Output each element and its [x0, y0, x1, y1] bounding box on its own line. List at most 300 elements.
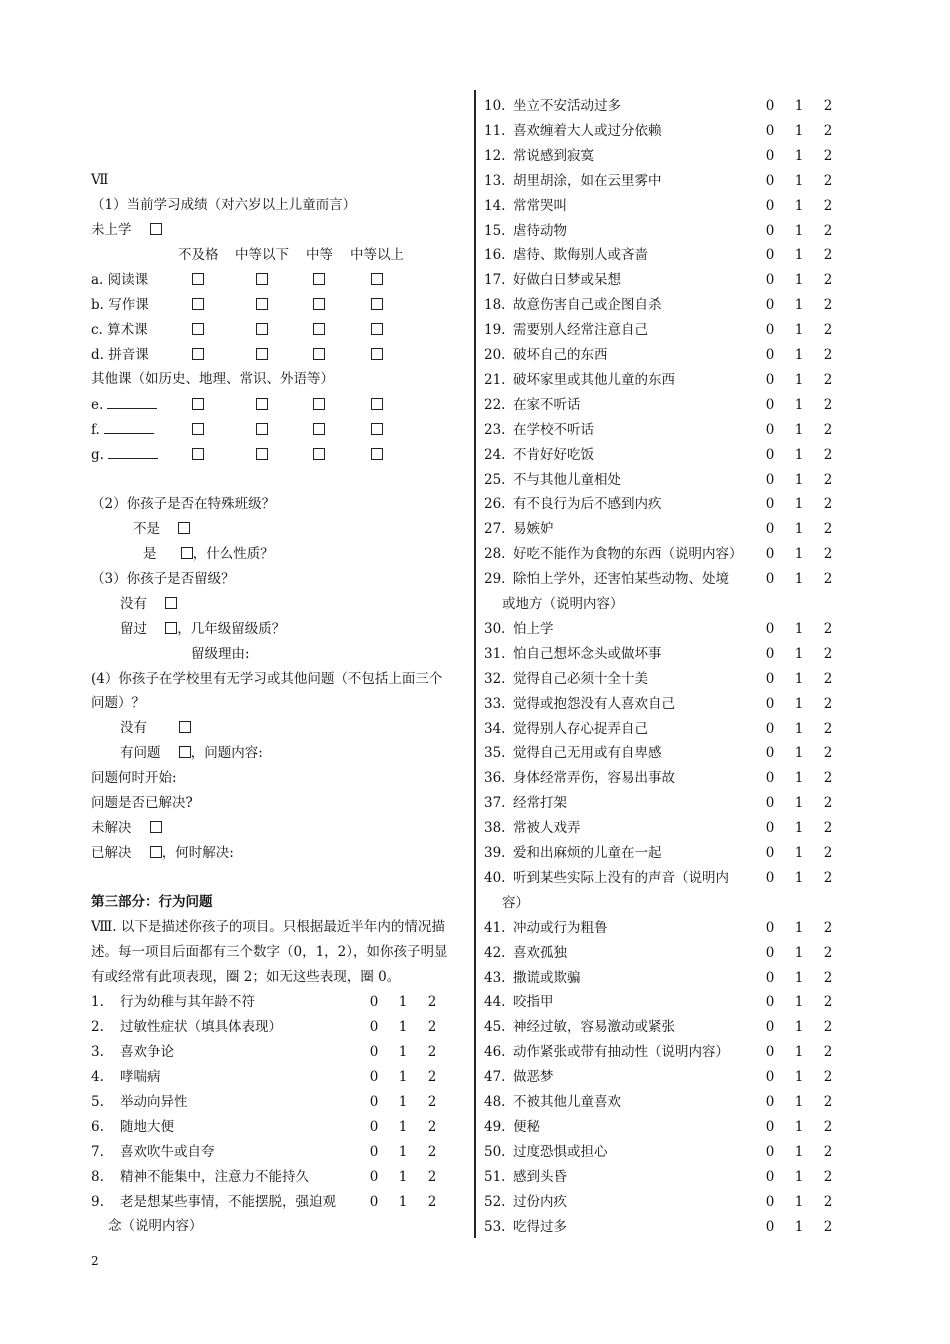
item-score-option[interactable]: 0: [369, 1094, 379, 1110]
blank-subject-input[interactable]: [108, 446, 158, 459]
subject-grade-checkbox[interactable]: [371, 348, 383, 360]
q4-solved-question: 问题是否已解决?: [91, 795, 193, 811]
item-number: 23.: [484, 421, 506, 438]
subject-grade-checkbox[interactable]: [256, 298, 268, 310]
q2-yes-checkbox[interactable]: [181, 547, 193, 559]
item-score-option[interactable]: 1: [794, 919, 804, 936]
item-score-option[interactable]: 0: [765, 720, 775, 737]
item-score-option[interactable]: 2: [823, 471, 833, 488]
item-text: 听到某些实际上没有的声音（说明内: [513, 869, 729, 886]
item-score-option[interactable]: 1: [794, 720, 804, 737]
item-text: 咬指甲: [513, 994, 554, 1011]
item-text: 觉得自己必须十全十美: [513, 670, 648, 687]
subject-grade-checkbox[interactable]: [192, 398, 204, 410]
item-score-option[interactable]: 2: [823, 919, 833, 936]
subject-grade-cell: [192, 321, 204, 339]
item-score-option[interactable]: 2: [823, 347, 833, 363]
q4-yes-label: 有问题: [120, 745, 161, 761]
item-number: 12.: [484, 147, 506, 164]
item-score-option[interactable]: 2: [823, 670, 833, 687]
subject-grade-checkbox[interactable]: [313, 298, 325, 310]
item-score-option[interactable]: 1: [398, 1094, 408, 1110]
q4-solved-checkbox[interactable]: [150, 846, 162, 858]
item-score-option[interactable]: 1: [794, 770, 804, 787]
item-score-option[interactable]: 0: [765, 272, 775, 289]
subject-label: b. 写作课: [91, 297, 149, 313]
item-score-option[interactable]: 1: [794, 795, 804, 812]
item-number: 42.: [484, 944, 506, 961]
not-in-school-label: 未上学: [91, 222, 132, 238]
item-score-option[interactable]: 1: [398, 994, 408, 1010]
item-score-option[interactable]: 1: [794, 820, 804, 837]
item-score-option[interactable]: 2: [427, 1044, 437, 1060]
subject-grade-checkbox[interactable]: [371, 398, 383, 410]
subject-grade-checkbox[interactable]: [313, 448, 325, 460]
item-score-option[interactable]: 1: [398, 1144, 408, 1160]
item-score-option[interactable]: 1: [794, 172, 804, 189]
item-score-option[interactable]: 0: [765, 371, 775, 388]
q4-yes-row: [120, 744, 263, 762]
item-score-option[interactable]: 0: [765, 122, 775, 139]
item-score-option[interactable]: 2: [427, 1144, 437, 1160]
item-number: 46.: [484, 1044, 506, 1061]
item-score-option[interactable]: 2: [823, 272, 833, 289]
q2-yes-label: 是: [143, 546, 157, 562]
item-text: 有不良行为后不感到内疚: [513, 496, 662, 513]
item-score-option[interactable]: 0: [369, 1119, 379, 1135]
item-number: 45.: [484, 1019, 506, 1036]
item-score-option[interactable]: 2: [823, 197, 833, 214]
item-score-option[interactable]: 0: [765, 197, 775, 214]
item-score-option[interactable]: 2: [427, 1069, 437, 1085]
item-score-option[interactable]: 2: [823, 222, 833, 239]
item-score-option[interactable]: 1: [398, 1019, 408, 1035]
grade-header-2: 中等: [306, 247, 333, 263]
blank-subject-row: [91, 396, 157, 414]
item-number: 25.: [484, 471, 506, 488]
subject-grade-checkbox[interactable]: [192, 323, 204, 335]
item-9-continuation: 念（说明内容）: [108, 1218, 203, 1234]
blank-subject-row: [91, 421, 154, 439]
item-number: 32.: [484, 670, 506, 687]
item-score-option[interactable]: 2: [823, 1118, 833, 1135]
subject-grade-checkbox[interactable]: [192, 423, 204, 435]
item-score-option[interactable]: 0: [765, 845, 775, 861]
blank-subject-letter: g.: [91, 447, 104, 463]
subject-grade-checkbox[interactable]: [313, 348, 325, 360]
item-score-option[interactable]: 1: [794, 297, 804, 314]
subject-grade-checkbox[interactable]: [371, 298, 383, 310]
item-score-option[interactable]: 0: [765, 98, 775, 114]
subject-grade-checkbox[interactable]: [313, 273, 325, 285]
item-text: 胡里胡涂，如在云里雾中: [513, 172, 662, 189]
item-score-option[interactable]: 0: [765, 571, 775, 588]
item-score-option[interactable]: 2: [823, 720, 833, 737]
item-text: 好吃不能作为食物的东西（说明内容）: [513, 546, 743, 563]
item-number: 21.: [484, 371, 506, 388]
item-score-option[interactable]: 1: [794, 969, 804, 986]
item-score-option[interactable]: 2: [823, 496, 833, 513]
subject-grade-cell: [313, 346, 325, 364]
part3-title: 第三部分：行为问题: [91, 894, 213, 910]
subject-grade-cell: [313, 271, 325, 289]
subject-grade-checkbox[interactable]: [313, 323, 325, 335]
item-score-option[interactable]: 1: [398, 1044, 408, 1060]
item-score-option[interactable]: 0: [765, 172, 775, 189]
item-score-option[interactable]: 0: [765, 919, 775, 936]
subject-grade-checkbox[interactable]: [192, 348, 204, 360]
subject-grade-cell: [371, 396, 383, 414]
item-score-option[interactable]: 0: [765, 1193, 775, 1210]
item-score-option[interactable]: 1: [794, 571, 804, 588]
item-score-option[interactable]: 1: [794, 994, 804, 1011]
item-score-option[interactable]: 0: [765, 1143, 775, 1160]
item-score-option[interactable]: 2: [823, 944, 833, 961]
item-text: 除怕上学外，还害怕某些动物、处境: [513, 571, 729, 588]
item-score-option[interactable]: 2: [823, 98, 833, 114]
item-score-option[interactable]: 0: [765, 820, 775, 837]
item-score-option[interactable]: 0: [765, 745, 775, 762]
item-score-option[interactable]: 2: [823, 645, 833, 662]
not-in-school-checkbox[interactable]: [150, 223, 162, 235]
item-score-option[interactable]: 2: [823, 745, 833, 762]
q4-when-label: 问题何时开始:: [91, 770, 177, 786]
item-score-option[interactable]: 1: [794, 1019, 804, 1036]
item-score-option[interactable]: 1: [794, 521, 804, 538]
item-score-option[interactable]: 2: [823, 247, 833, 264]
item-score-option[interactable]: 0: [765, 1094, 775, 1110]
item-score-option[interactable]: 1: [794, 122, 804, 139]
subject-grade-cell: [313, 421, 325, 439]
subject-grade-checkbox[interactable]: [256, 398, 268, 410]
subject-grade-checkbox[interactable]: [371, 423, 383, 435]
item-score-option[interactable]: 1: [794, 845, 804, 861]
item-score-option[interactable]: 2: [823, 1193, 833, 1210]
item-score-option[interactable]: 0: [765, 969, 775, 986]
item-score-option[interactable]: 2: [427, 1019, 437, 1035]
item-score-option[interactable]: 2: [823, 1168, 833, 1185]
item-number: 10.: [484, 98, 506, 114]
item-score-option[interactable]: 1: [398, 1069, 408, 1085]
item-score-option[interactable]: 0: [765, 521, 775, 538]
item-score-option[interactable]: 2: [823, 421, 833, 438]
item-text: 过度恐惧或担心: [513, 1143, 608, 1160]
item-score-option[interactable]: 1: [794, 197, 804, 214]
subject-grade-checkbox[interactable]: [371, 448, 383, 460]
subject-grade-cell: [192, 296, 204, 314]
item-score-option[interactable]: 1: [794, 1094, 804, 1110]
item-text: 随地大便: [120, 1119, 174, 1135]
item-score-option[interactable]: 0: [765, 1218, 775, 1235]
subject-grade-cell: [313, 446, 325, 464]
item-score-option[interactable]: 2: [823, 521, 833, 538]
item-text: 不被其他儿童喜欢: [513, 1094, 621, 1110]
item-score-option[interactable]: 2: [823, 1094, 833, 1110]
item-number: 16.: [484, 247, 506, 264]
item-number: 34.: [484, 720, 506, 737]
item-number: 28.: [484, 546, 506, 563]
q2-yes-row: [143, 545, 274, 563]
item-text: 易嫉妒: [513, 521, 554, 538]
item-number: 52.: [484, 1193, 506, 1210]
item-number: 3.: [91, 1044, 104, 1060]
subject-grade-checkbox[interactable]: [256, 273, 268, 285]
item-score-option[interactable]: 1: [794, 272, 804, 289]
item-score-option[interactable]: 1: [794, 1118, 804, 1135]
subject-grade-checkbox[interactable]: [192, 298, 204, 310]
item-text: 冲动或行为粗鲁: [513, 919, 608, 936]
item-score-option[interactable]: 1: [794, 670, 804, 687]
item-score-option[interactable]: 2: [823, 297, 833, 314]
item-score-option[interactable]: 1: [794, 1044, 804, 1061]
viii-intro-line3: 有或经常有此项表现，圈 2；如无这些表现，圈 0。: [91, 969, 401, 985]
item-score-option[interactable]: 0: [765, 396, 775, 413]
item-text: 虐待、欺侮别人或吝啬: [513, 247, 648, 264]
grade-header-1: 中等以下: [235, 247, 289, 263]
item-score-option[interactable]: 1: [794, 371, 804, 388]
q3-yes-label: 留过: [120, 621, 147, 637]
item-score-option[interactable]: 0: [765, 496, 775, 513]
page-number: 2: [91, 1254, 99, 1268]
item-score-option[interactable]: 1: [794, 247, 804, 264]
item-score-option[interactable]: 2: [823, 446, 833, 463]
section-vii-label: Ⅶ: [91, 172, 109, 188]
item-score-option[interactable]: 2: [823, 695, 833, 712]
item-score-option[interactable]: 1: [794, 421, 804, 438]
item-score-option[interactable]: 1: [398, 1119, 408, 1135]
item-score-option[interactable]: 0: [765, 695, 775, 712]
q1-title: （1）当前学习成绩（对六岁以上儿童而言）: [91, 197, 357, 213]
item-number: 18.: [484, 297, 506, 314]
item-score-option[interactable]: 0: [765, 546, 775, 563]
item-score-option[interactable]: 2: [823, 546, 833, 563]
subject-grade-checkbox[interactable]: [371, 273, 383, 285]
item-score-option[interactable]: 1: [794, 645, 804, 662]
item-score-option[interactable]: 2: [823, 322, 833, 339]
q2-no-label: 不是: [133, 521, 160, 537]
item-score-option[interactable]: 0: [765, 869, 775, 886]
item-score-option[interactable]: 2: [823, 620, 833, 637]
item-score-option[interactable]: 2: [427, 1194, 437, 1210]
item-score-option[interactable]: 1: [794, 1193, 804, 1210]
subject-grade-checkbox[interactable]: [256, 348, 268, 360]
item-score-option[interactable]: 0: [765, 446, 775, 463]
item-score-option[interactable]: 0: [369, 1144, 379, 1160]
item-score-option[interactable]: 0: [765, 297, 775, 314]
item-text: 爱和出麻烦的儿童在一起: [513, 845, 662, 861]
subject-grade-checkbox[interactable]: [256, 448, 268, 460]
subject-grade-cell: [256, 296, 268, 314]
item-score-option[interactable]: 1: [794, 496, 804, 513]
subject-grade-cell: [256, 321, 268, 339]
item-score-option[interactable]: 0: [369, 1019, 379, 1035]
item-number: 27.: [484, 521, 506, 538]
item-number: 31.: [484, 645, 506, 662]
item-score-option[interactable]: 2: [427, 1119, 437, 1135]
item-text: 喜欢吹牛或自夸: [120, 1144, 215, 1160]
item-score-option[interactable]: 1: [398, 1169, 408, 1185]
item-number: 36.: [484, 770, 506, 787]
item-text: 哮喘病: [120, 1069, 161, 1085]
item-text: 过份内疚: [513, 1193, 567, 1210]
item-score-option[interactable]: 1: [794, 620, 804, 637]
item-score-option[interactable]: 0: [765, 1044, 775, 1061]
q4-yes-checkbox[interactable]: [179, 746, 191, 758]
subject-grade-checkbox[interactable]: [256, 323, 268, 335]
blank-subject-input[interactable]: [107, 396, 157, 409]
q4-unsolved-label: 未解决: [91, 820, 132, 836]
blank-subject-letter: e.: [91, 397, 104, 413]
item-score-option[interactable]: 1: [794, 1143, 804, 1160]
item-text: 动作紧张或带有抽动性（说明内容）: [513, 1044, 729, 1061]
item-score-option[interactable]: 0: [369, 1169, 379, 1185]
item-text: 不与其他儿童相处: [513, 471, 621, 488]
q3-no-checkbox[interactable]: [165, 597, 177, 609]
item-score-option[interactable]: 2: [823, 869, 833, 886]
item-score-option[interactable]: 1: [794, 396, 804, 413]
subject-grade-checkbox[interactable]: [371, 323, 383, 335]
item-number: 4.: [91, 1069, 104, 1085]
item-number: 35.: [484, 745, 506, 762]
item-score-option[interactable]: 2: [427, 1094, 437, 1110]
item-score-option[interactable]: 1: [794, 695, 804, 712]
item-score-option[interactable]: 0: [765, 1118, 775, 1135]
item-score-option[interactable]: 2: [823, 122, 833, 139]
item-number: 29.: [484, 571, 506, 588]
item-score-option[interactable]: 1: [794, 1168, 804, 1185]
subject-grade-checkbox[interactable]: [192, 448, 204, 460]
item-score-option[interactable]: 2: [823, 969, 833, 986]
item-score-option[interactable]: 2: [823, 820, 833, 837]
item-score-option[interactable]: 0: [765, 471, 775, 488]
item-score-option[interactable]: 2: [823, 845, 833, 861]
item-score-option[interactable]: 0: [765, 994, 775, 1011]
subject-grade-cell: [371, 346, 383, 364]
item-text-continuation: 或地方（说明内容）: [502, 596, 624, 612]
item-score-option[interactable]: 1: [794, 546, 804, 563]
item-score-option[interactable]: 1: [794, 745, 804, 762]
item-number: 48.: [484, 1094, 506, 1110]
item-score-option[interactable]: 0: [765, 620, 775, 637]
subject-grade-checkbox[interactable]: [256, 423, 268, 435]
item-text: 破坏家里或其他儿童的东西: [513, 371, 675, 388]
item-score-option[interactable]: 0: [765, 421, 775, 438]
q4-unsolved-row: [91, 819, 162, 837]
item-text: 感到头昏: [513, 1168, 567, 1185]
q4-no-checkbox[interactable]: [179, 721, 191, 733]
q3-no-row: [120, 595, 177, 613]
item-score-option[interactable]: 0: [765, 944, 775, 961]
item-score-option[interactable]: 0: [765, 645, 775, 662]
item-score-option[interactable]: 1: [794, 471, 804, 488]
item-score-option[interactable]: 0: [369, 1069, 379, 1085]
item-score-option[interactable]: 0: [765, 795, 775, 812]
item-score-option[interactable]: 0: [369, 994, 379, 1010]
item-score-option[interactable]: 0: [765, 147, 775, 164]
item-score-option[interactable]: 0: [765, 770, 775, 787]
item-score-option[interactable]: 0: [369, 1194, 379, 1210]
item-score-option[interactable]: 1: [794, 1069, 804, 1086]
item-text: 觉得或抱怨没有人喜欢自己: [513, 695, 675, 712]
item-text: 觉得自己无用或有自卑感: [513, 745, 662, 762]
item-score-option[interactable]: 0: [765, 247, 775, 264]
item-score-option[interactable]: 2: [427, 994, 437, 1010]
item-score-option[interactable]: 1: [794, 869, 804, 886]
subject-grade-cell: [313, 321, 325, 339]
item-score-option[interactable]: 0: [765, 322, 775, 339]
item-score-option[interactable]: 2: [823, 994, 833, 1011]
item-text: 故意伤害自己或企图自杀: [513, 297, 662, 314]
q4-unsolved-checkbox[interactable]: [150, 821, 162, 833]
subject-label: d. 拼音课: [91, 347, 149, 363]
q4-yes-suffix: ，问题内容:: [190, 745, 263, 761]
item-text: 老是想某些事情，不能摆脱，强迫观: [120, 1194, 336, 1210]
item-score-option[interactable]: 2: [823, 770, 833, 787]
subject-grade-cell: [256, 271, 268, 289]
item-number: 6.: [91, 1119, 104, 1135]
item-score-option[interactable]: 0: [765, 347, 775, 363]
item-score-option[interactable]: 1: [794, 222, 804, 239]
item-score-option[interactable]: 2: [823, 172, 833, 189]
item-score-option[interactable]: 0: [369, 1044, 379, 1060]
other-subjects-label: 其他课（如历史、地理、常识、外语等）: [91, 371, 334, 387]
item-score-option[interactable]: 2: [823, 795, 833, 812]
item-text: 不肯好好吃饭: [513, 446, 594, 463]
item-score-option[interactable]: 2: [823, 371, 833, 388]
q3-title: （3）你孩子是否留级？: [91, 571, 235, 587]
subject-grade-cell: [192, 446, 204, 464]
item-score-option[interactable]: 0: [765, 1069, 775, 1086]
item-score-option[interactable]: 1: [794, 944, 804, 961]
grade-header-0: 不及格: [178, 247, 219, 263]
item-number: 53.: [484, 1218, 506, 1235]
q2-no-checkbox[interactable]: [178, 522, 190, 534]
item-score-option[interactable]: 2: [823, 1069, 833, 1086]
item-score-option[interactable]: 2: [823, 396, 833, 413]
item-score-option[interactable]: 1: [794, 347, 804, 363]
item-score-option[interactable]: 1: [794, 322, 804, 339]
blank-subject-input[interactable]: [104, 421, 154, 434]
item-text: 需要别人经常注意自己: [513, 322, 648, 339]
item-score-option[interactable]: 1: [794, 98, 804, 114]
subject-grade-cell: [371, 421, 383, 439]
item-score-option[interactable]: 2: [823, 1143, 833, 1160]
item-number: 15.: [484, 222, 506, 239]
item-number: 30.: [484, 620, 506, 637]
item-score-option[interactable]: 0: [765, 1019, 775, 1036]
q3-yes-checkbox[interactable]: [165, 622, 177, 634]
q2-yes-suffix: ，什么性质？: [192, 546, 274, 562]
item-score-option[interactable]: 2: [823, 1044, 833, 1061]
item-score-option[interactable]: 2: [823, 1019, 833, 1036]
item-score-option[interactable]: 1: [794, 446, 804, 463]
subject-grade-checkbox[interactable]: [313, 423, 325, 435]
subject-grade-cell: [313, 296, 325, 314]
subject-grade-checkbox[interactable]: [313, 398, 325, 410]
subject-grade-checkbox[interactable]: [192, 273, 204, 285]
item-score-option[interactable]: 0: [765, 222, 775, 239]
item-score-option[interactable]: 1: [794, 1218, 804, 1235]
item-score-option[interactable]: 1: [398, 1194, 408, 1210]
item-score-option[interactable]: 1: [794, 147, 804, 164]
item-score-option[interactable]: 0: [765, 1168, 775, 1185]
item-score-option[interactable]: 2: [823, 147, 833, 164]
item-number: 2.: [91, 1019, 104, 1035]
item-score-option[interactable]: 2: [823, 1218, 833, 1235]
item-score-option[interactable]: 2: [427, 1169, 437, 1185]
item-score-option[interactable]: 2: [823, 571, 833, 588]
item-score-option[interactable]: 0: [765, 670, 775, 687]
